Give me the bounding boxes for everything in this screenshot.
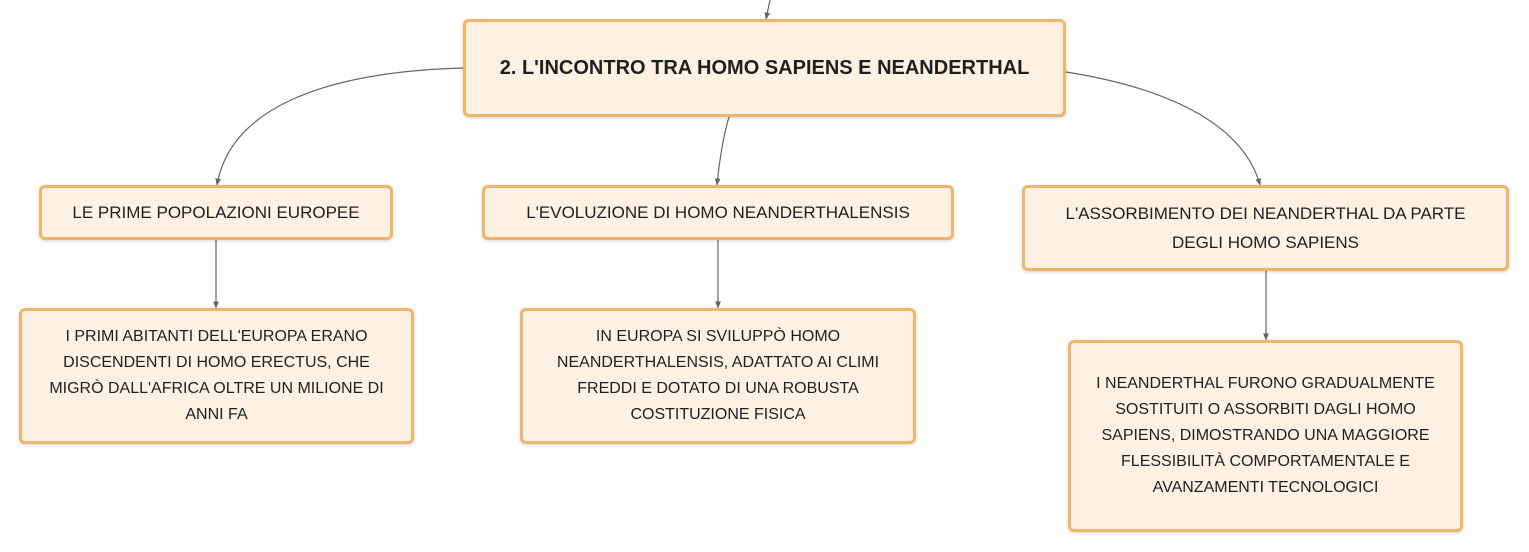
branch-node-assorbimento-neanderthal[interactable] [1022, 185, 1509, 271]
connector-root-to-branch-1 [217, 68, 463, 185]
detail-text: I PRIMI ABITANTI DELL'EUROPA ERANO DISCENDENTI DI HOMO ERECTUS, CHE MIGRÒ DALL'AFRICA OLTRE UN MILIONE DI ANNI FA [49, 328, 384, 423]
branch-node-evoluzione-neanderthal[interactable] [482, 185, 954, 240]
detail-text: I NEANDERTHAL FURONO GRADUALMENTE SOSTITUITI O ASSORBITI DAGLI HOMO SAPIENS, DIMOSTRANDO UNA MAGGIORE FLESSIBILITÀ COMPORTAMENTALE E AVANZAMENTI TECNOLOGICI [1096, 375, 1435, 496]
detail-node-prime-popolazioni[interactable] [19, 308, 414, 444]
branch-label: L'EVOLUZIONE DI HOMO NEANDERTHALENSIS [526, 203, 910, 222]
branch-label: LE PRIME POPOLAZIONI EUROPEE [72, 203, 360, 222]
branch-node-prime-popolazioni[interactable] [39, 185, 393, 240]
detail-text: IN EUROPA SI SVILUPPÒ HOMO NEANDERTHALENSIS, ADATTATO AI CLIMI FREDDI E DOTATO DI UNA ROBUSTA COSTITUZIONE FISICA [556, 328, 880, 423]
detail-node-assorbimento-neanderthal[interactable] [1068, 340, 1463, 532]
root-topic-title: 2. L'INCONTRO TRA HOMO SAPIENS E NEANDERTHAL [499, 56, 1030, 79]
detail-node-evoluzione-neanderthal[interactable] [520, 308, 916, 444]
connector-root-to-branch-2 [717, 117, 729, 185]
root-topic-node[interactable] [463, 19, 1066, 117]
connector-root-to-branch-3 [1066, 72, 1260, 185]
connector-parent-to-root [766, 0, 770, 19]
branch-label: L'ASSORBIMENTO DEI NEANDERTHAL DA PARTE DEGLI HOMO SAPIENS [1065, 204, 1466, 252]
